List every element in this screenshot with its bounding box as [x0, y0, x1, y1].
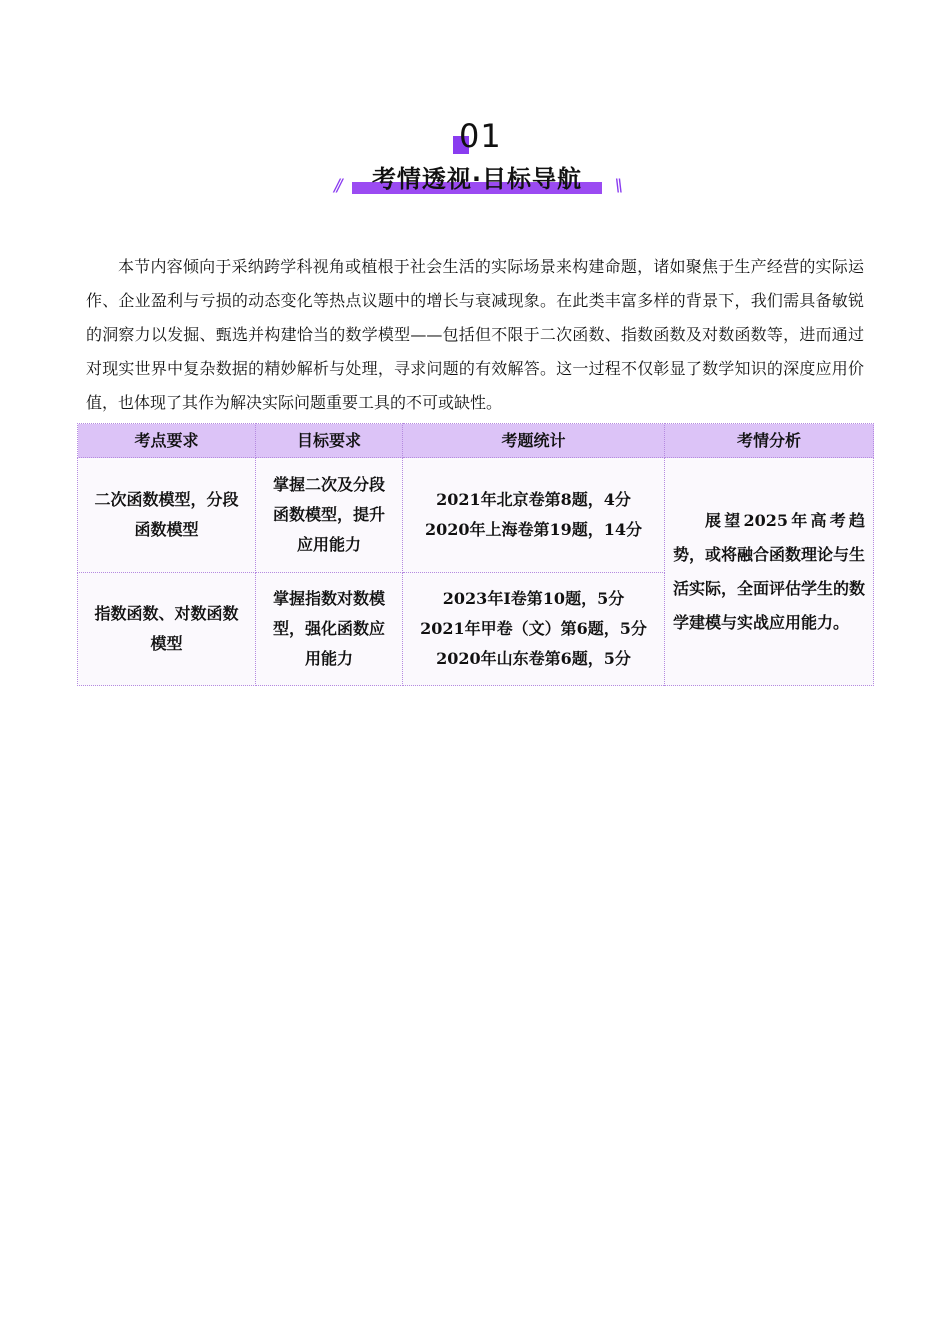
stat-line: 2021年北京卷第8题，4分	[436, 490, 631, 509]
section-title	[332, 162, 622, 198]
stat-line: 2020年上海卷第19题，14分	[424, 520, 643, 539]
cell-analysis: 展望2025年高考趋势，或将融合函数理论与生活实际，全面评估学生的数学建模与实战应用能力。	[665, 458, 874, 686]
cell-goal: 掌握二次及分段函数模型，提升应用能力	[256, 458, 403, 573]
left-slash-decoration: //	[334, 176, 340, 196]
exam-analysis-table	[77, 423, 874, 686]
header-exam-points: 考点要求	[78, 424, 256, 458]
section-heading	[0, 118, 950, 208]
section-title-text: 考情透视·目标导航	[371, 165, 583, 193]
cell-statistics	[403, 573, 665, 686]
table-header-row	[78, 424, 874, 458]
header-analysis: 考情分析	[665, 424, 874, 458]
cell-exam-point: 二次函数模型，分段函数模型	[78, 458, 256, 573]
section-number-text: 01	[459, 117, 502, 155]
stat-line: 2023年I卷第10题，5分	[442, 589, 625, 608]
header-goals: 目标要求	[256, 424, 403, 458]
intro-paragraph: 本节内容倾向于采纳跨学科视角或植根于社会生活的实际场景来构建命题，诸如聚焦于生产经营的实际运作、企业盈利与亏损的动态变化等热点议题中的增长与衰减现象。在此类丰富多样的背景下，我们需具备敏锐的洞察力以发掘、甄选并构建恰当的数学模型——包括但不限于二次函数、指数函数及对数函数等，进而通过对现实世界中复杂数据的精妙解析与处理，寻求问题的有效解答。这一过程不仅彰显了数学知识的深度应用价值，也体现了其作为解决实际问题重要工具的不可或缺性。	[86, 257, 864, 412]
stat-line: 2020年山东卷第6题，5分	[436, 649, 631, 668]
section-number	[451, 118, 511, 160]
header-statistics: 考题统计	[403, 424, 665, 458]
cell-statistics	[403, 458, 665, 573]
table-row	[78, 458, 874, 573]
cell-goal: 掌握指数对数模型，强化函数应用能力	[256, 573, 403, 686]
cell-exam-point: 指数函数、对数函数模型	[78, 573, 256, 686]
stat-line: 2021年甲卷（文）第6题，5分	[420, 619, 647, 638]
right-slash-decoration: \\	[614, 176, 620, 196]
